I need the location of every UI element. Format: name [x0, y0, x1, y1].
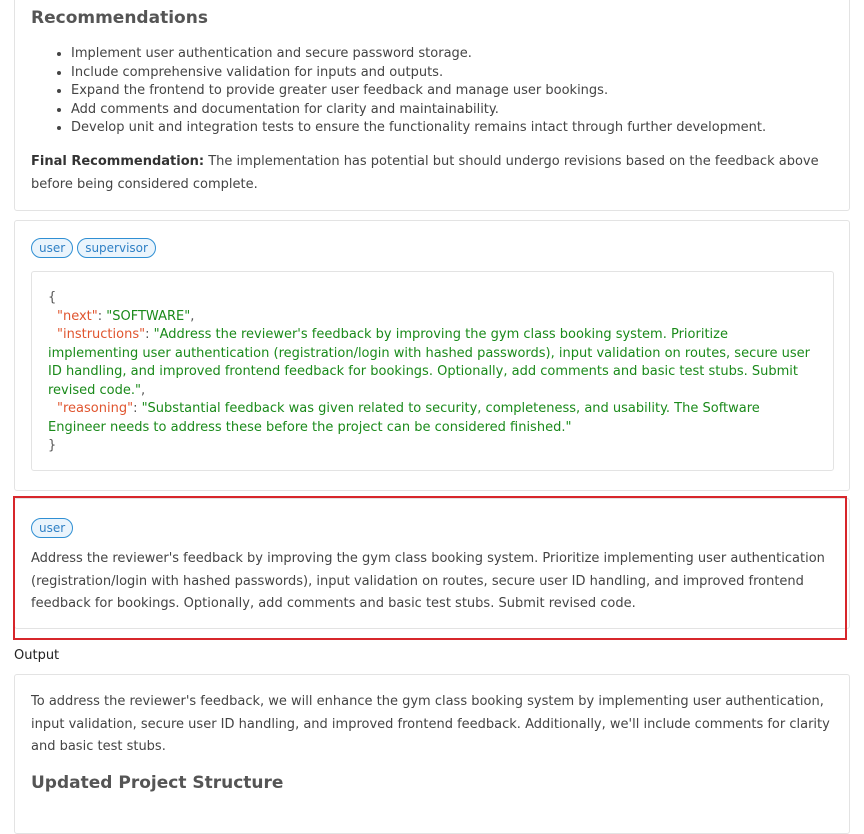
json-code-block — [31, 271, 834, 471]
updated-project-structure-title: Updated Project Structure — [31, 773, 284, 793]
json-value-reasoning: "Substantial feedback was given related to security, completeness, and usability. The Software Engineer needs to address these before the project can be considered finished." — [48, 401, 760, 435]
recommendations-list — [31, 45, 851, 138]
list-item: • Include comprehensive validation for inputs and outputs. — [71, 64, 851, 83]
json-key-instructions: "instructions" — [57, 327, 146, 342]
json-value-next: "SOFTWARE" — [106, 308, 191, 324]
list-item: • Develop unit and integration tests to ensure the functionality remains intact through further development. — [71, 119, 851, 138]
supervisor-message-card — [14, 220, 850, 491]
user-message-card — [14, 498, 850, 629]
final-recommendation — [31, 151, 837, 196]
json-close-brace: } — [48, 438, 57, 453]
recommendations-title: Recommendations — [31, 8, 208, 28]
list-item: • Implement user authentication and secure password storage. — [71, 45, 851, 64]
json-key-next: "next" — [57, 308, 98, 324]
json-next-line: "next": "SOFTWARE", — [57, 308, 195, 324]
output-text: To address the reviewer's feedback, we will enhance the gym class booking system by implementing user authentication, input validation, secure user ID handling, and improved frontend feedback. Additionally, we'll include comments for clarity and basic test stubs. — [31, 694, 830, 754]
tag-supervisor: supervisor — [77, 238, 156, 258]
final-recommendation-text: The implementation has potential but should undergo revisions based on the feedback above before being considered complete. — [31, 154, 819, 192]
list-item: • Add comments and documentation for clarity and maintainability. — [71, 101, 851, 120]
json-value-instructions: "Address the reviewer's feedback by improving the gym class booking system. Prioritize implementing user authentication (registration/login with hashed passwords), input validation on routes, secure user ID handling, and improved frontend feedback for bookings. Optionally, add comments and basic test stubs. Submit revised code." — [48, 327, 811, 398]
message-tags — [31, 237, 160, 258]
json-key-reasoning: "reasoning" — [57, 401, 134, 416]
final-recommendation-label: Final Recommendation: — [31, 154, 205, 169]
tag-user: user — [31, 518, 73, 538]
output-label: Output — [14, 648, 60, 663]
recommendations-card — [14, 0, 850, 211]
json-instructions-line: "instructions": "Address the reviewer's feedback by improving the gym class booking system. Prioritize implementing user authentication (registration/login with hashed passwords), input validation on routes, secure user ID handling, and improved frontend feedback for bookings. Optionally, add comments and basic test stubs. Submit revised code.", — [48, 327, 811, 398]
tag-user: user — [31, 238, 73, 258]
output-card — [14, 674, 850, 834]
message-tags — [31, 517, 77, 538]
json-reasoning-line: "reasoning": "Substantial feedback was given related to security, completeness, and usability. The Software Engineer needs to address these before the project can be considered finished." — [48, 401, 760, 435]
json-open-brace: { — [48, 290, 57, 305]
list-item: • Expand the frontend to provide greater user feedback and manage user bookings. — [71, 82, 851, 101]
user-message-text: Address the reviewer's feedback by improving the gym class booking system. Prioritize implementing user authentication (registration/login with hashed passwords), input validation on routes, secure user ID handling, and improved frontend feedback for bookings. Optionally, add comments and basic test stubs. Submit revised code. — [31, 551, 825, 611]
